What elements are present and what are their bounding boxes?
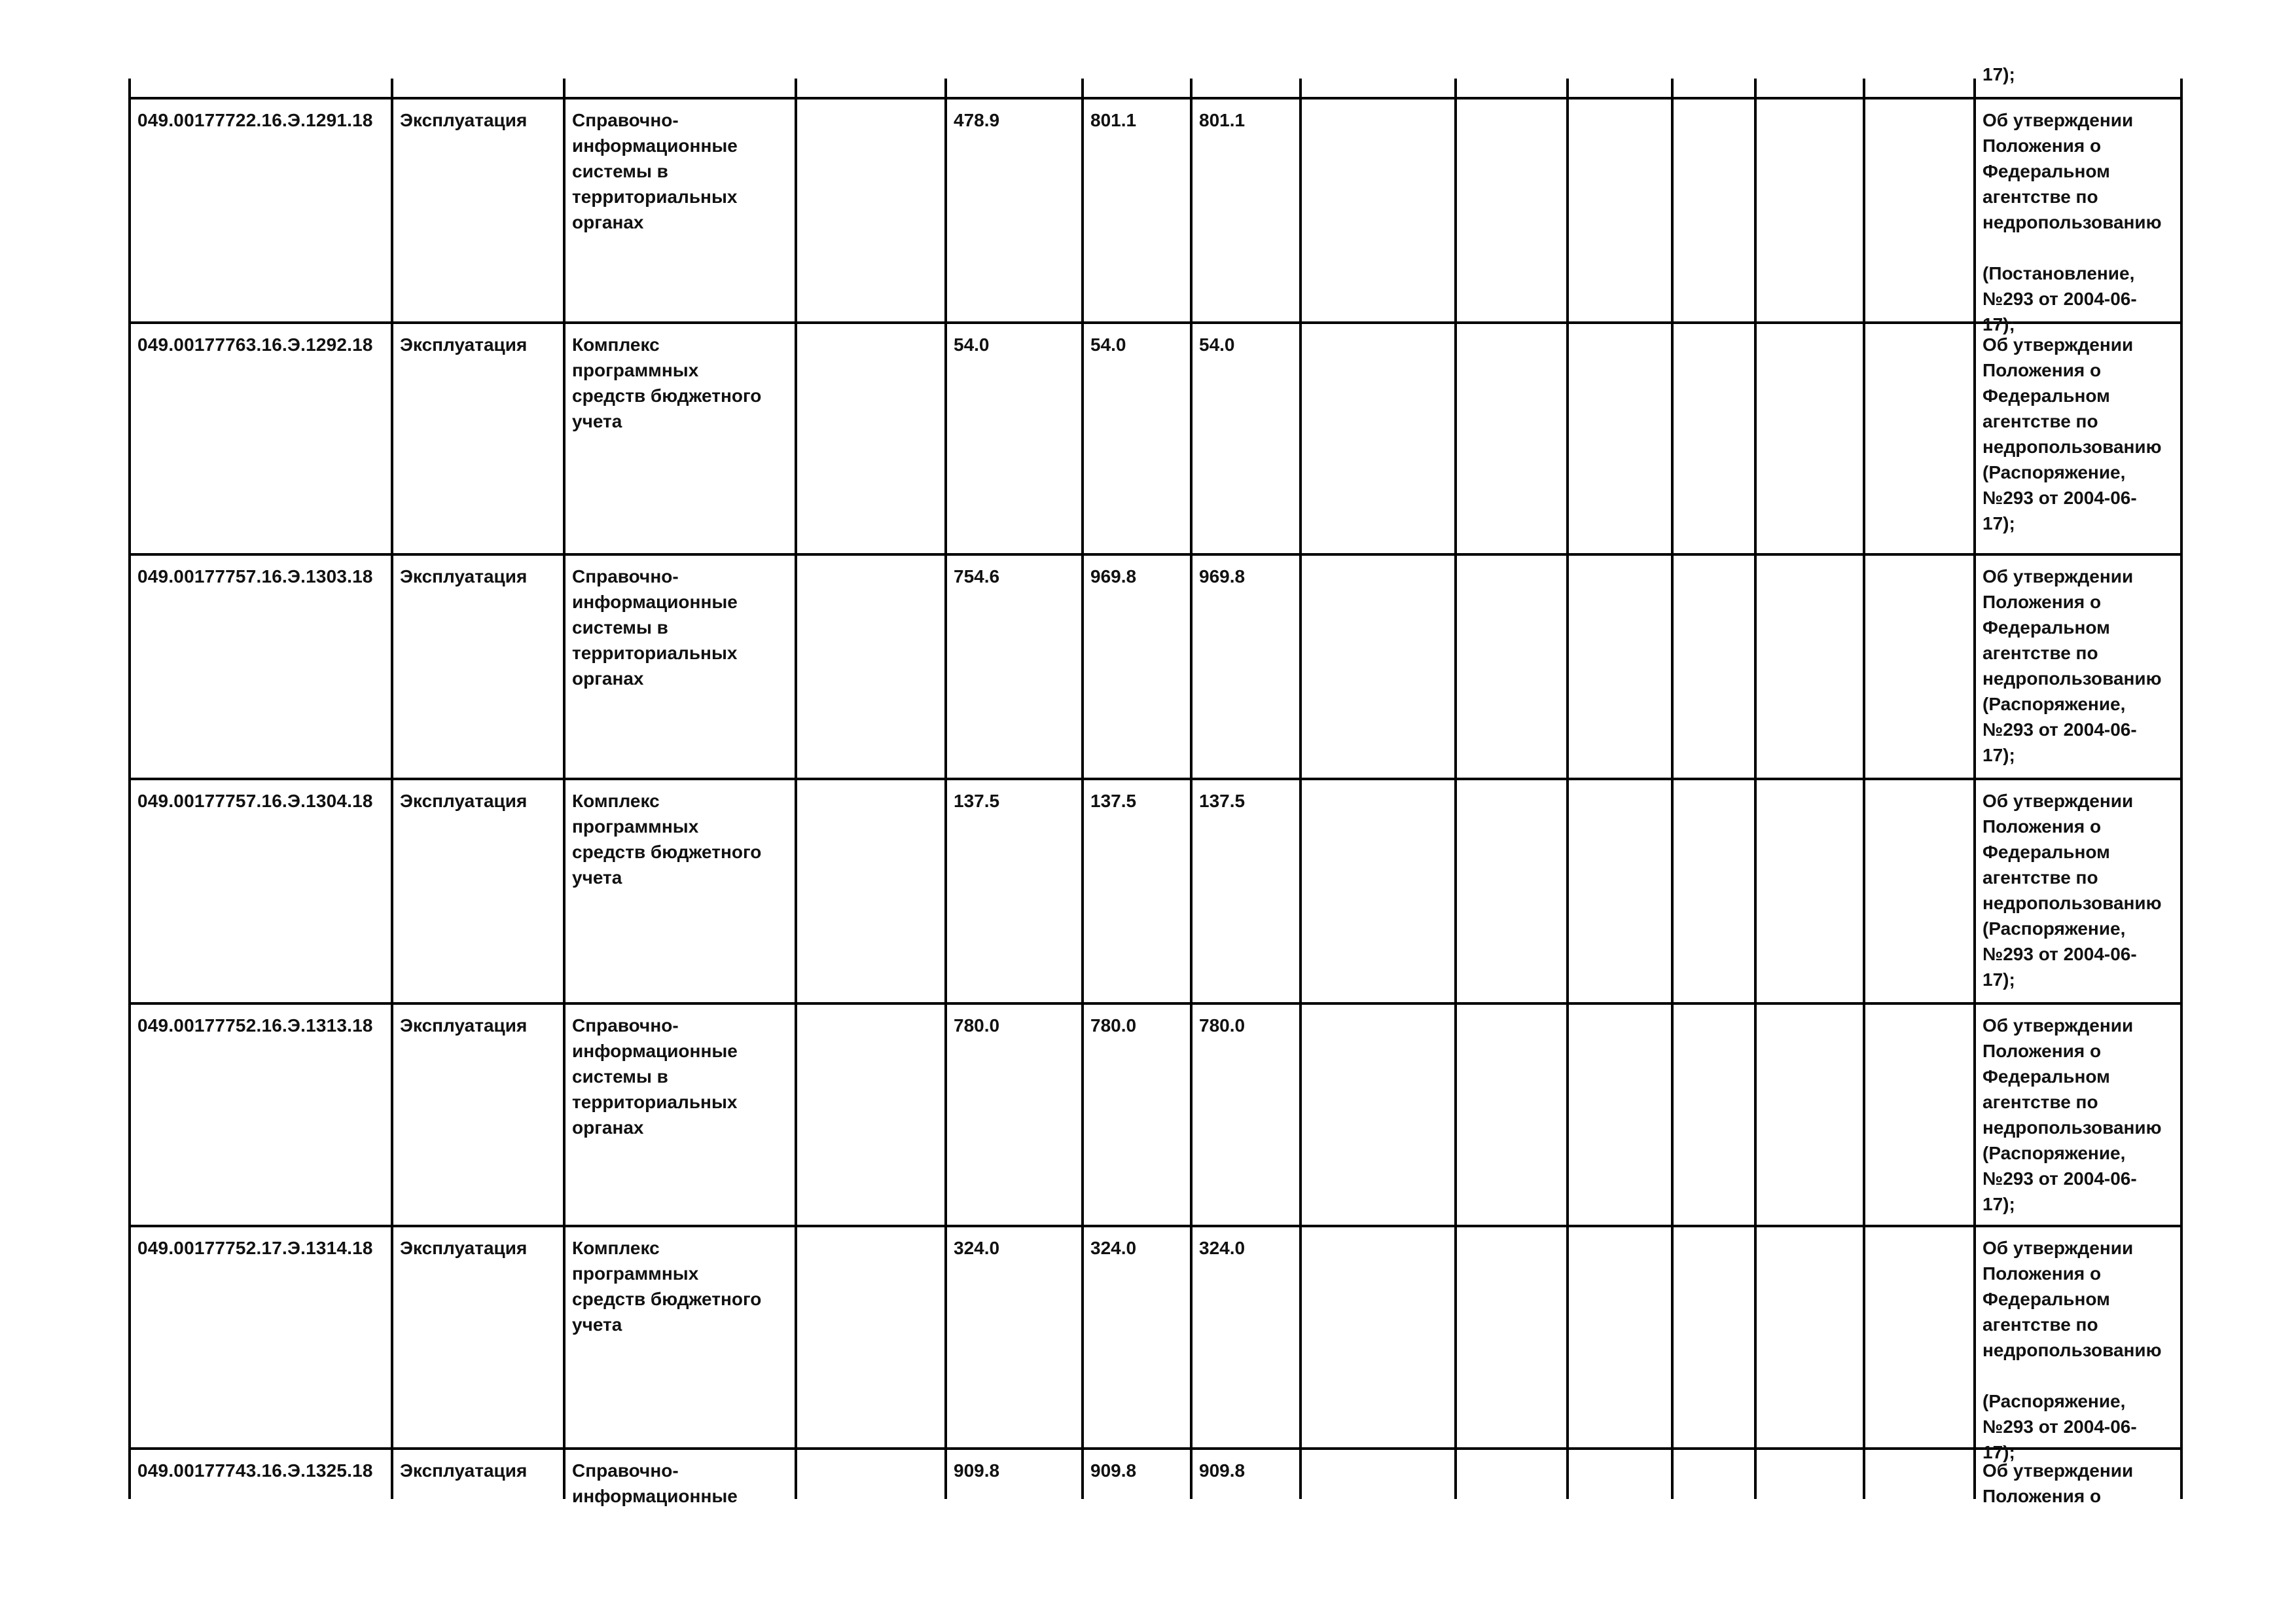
cell-value-1: 324.0 [954, 1238, 1000, 1258]
cell-value-2: 137.5 [1090, 791, 1137, 811]
cell-stage: Эксплуатация [400, 1015, 528, 1036]
cell-stage: Эксплуатация [400, 334, 528, 355]
cell-value-1: 754.6 [954, 566, 1000, 586]
cell-code: 049.00177763.16.Э.1292.18 [137, 334, 373, 355]
cell-value-2: 801.1 [1090, 110, 1137, 130]
cell-value-1: 54.0 [954, 334, 990, 355]
cell-value-1: 909.8 [954, 1460, 1000, 1481]
cell-value-2: 54.0 [1090, 334, 1126, 355]
cell-value-1: 780.0 [954, 1015, 1000, 1036]
cell-code: 049.00177752.17.Э.1314.18 [137, 1238, 373, 1258]
cell-system: Комплекс программных средств бюджетного учета [572, 791, 762, 888]
cell-value-2: 780.0 [1090, 1015, 1137, 1036]
cell-code: 049.00177757.16.Э.1303.18 [137, 566, 373, 586]
cell-stage: Эксплуатация [400, 110, 528, 130]
cell-legal-basis: Об утверждении Положения о Федеральном агентстве по недропользованию (Распоряжение, №293 от 2004-06- 17); [1982, 334, 2162, 533]
cell-stage: Эксплуатация [400, 1460, 528, 1481]
cell-system: Справочно- информационные [572, 1460, 738, 1506]
cell-stage: Эксплуатация [400, 791, 528, 811]
cell-legal-basis: Об утверждении Положения о Федеральном агентстве по недропользованию (Распоряжение, №293 от 2004-06- 17); [1982, 1015, 2162, 1214]
cell-system: Справочно- информационные системы в территориальных органах [572, 1015, 738, 1138]
cell-stage: Эксплуатация [400, 1238, 528, 1258]
continued-text-fragment: 17); [1982, 64, 2015, 84]
cell-value-2: 969.8 [1090, 566, 1137, 586]
cell-value-3: 324.0 [1199, 1238, 1246, 1258]
cell-stage: Эксплуатация [400, 566, 528, 586]
cell-legal-basis: Об утверждении Положения о Федеральном агентстве по недропользованию (Распоряжение, №293 от 2004-06- 17); [1982, 1238, 2162, 1462]
cell-legal-basis: Об утверждении Положения о [1982, 1460, 2134, 1506]
cell-value-2: 324.0 [1090, 1238, 1137, 1258]
cell-value-3: 969.8 [1199, 566, 1246, 586]
cell-value-2: 909.8 [1090, 1460, 1137, 1481]
cell-code: 049.00177757.16.Э.1304.18 [137, 791, 373, 811]
cell-value-3: 909.8 [1199, 1460, 1246, 1481]
cell-legal-basis: Об утверждении Положения о Федеральном агентстве по недропользованию (Постановление, №293 от 2004-06- 17); [1982, 110, 2162, 334]
cell-system: Комплекс программных средств бюджетного учета [572, 1238, 762, 1335]
cell-value-3: 801.1 [1199, 110, 1246, 130]
cell-value-1: 137.5 [954, 791, 1000, 811]
cell-system: Справочно- информационные системы в территориальных органах [572, 566, 738, 689]
cell-code: 049.00177722.16.Э.1291.18 [137, 110, 373, 130]
cell-legal-basis: Об утверждении Положения о Федеральном агентстве по недропользованию (Распоряжение, №293 от 2004-06- 17); [1982, 791, 2162, 990]
cell-value-3: 780.0 [1199, 1015, 1246, 1036]
cell-legal-basis: Об утверждении Положения о Федеральном агентстве по недропользованию (Распоряжение, №293 от 2004-06- 17); [1982, 566, 2162, 765]
cell-code: 049.00177743.16.Э.1325.18 [137, 1460, 373, 1481]
cell-value-3: 54.0 [1199, 334, 1235, 355]
cell-system: Справочно- информационные системы в территориальных органах [572, 110, 738, 232]
cell-system: Комплекс программных средств бюджетного учета [572, 334, 762, 431]
cell-value-1: 478.9 [954, 110, 1000, 130]
cell-code: 049.00177752.16.Э.1313.18 [137, 1015, 373, 1036]
cell-value-3: 137.5 [1199, 791, 1246, 811]
